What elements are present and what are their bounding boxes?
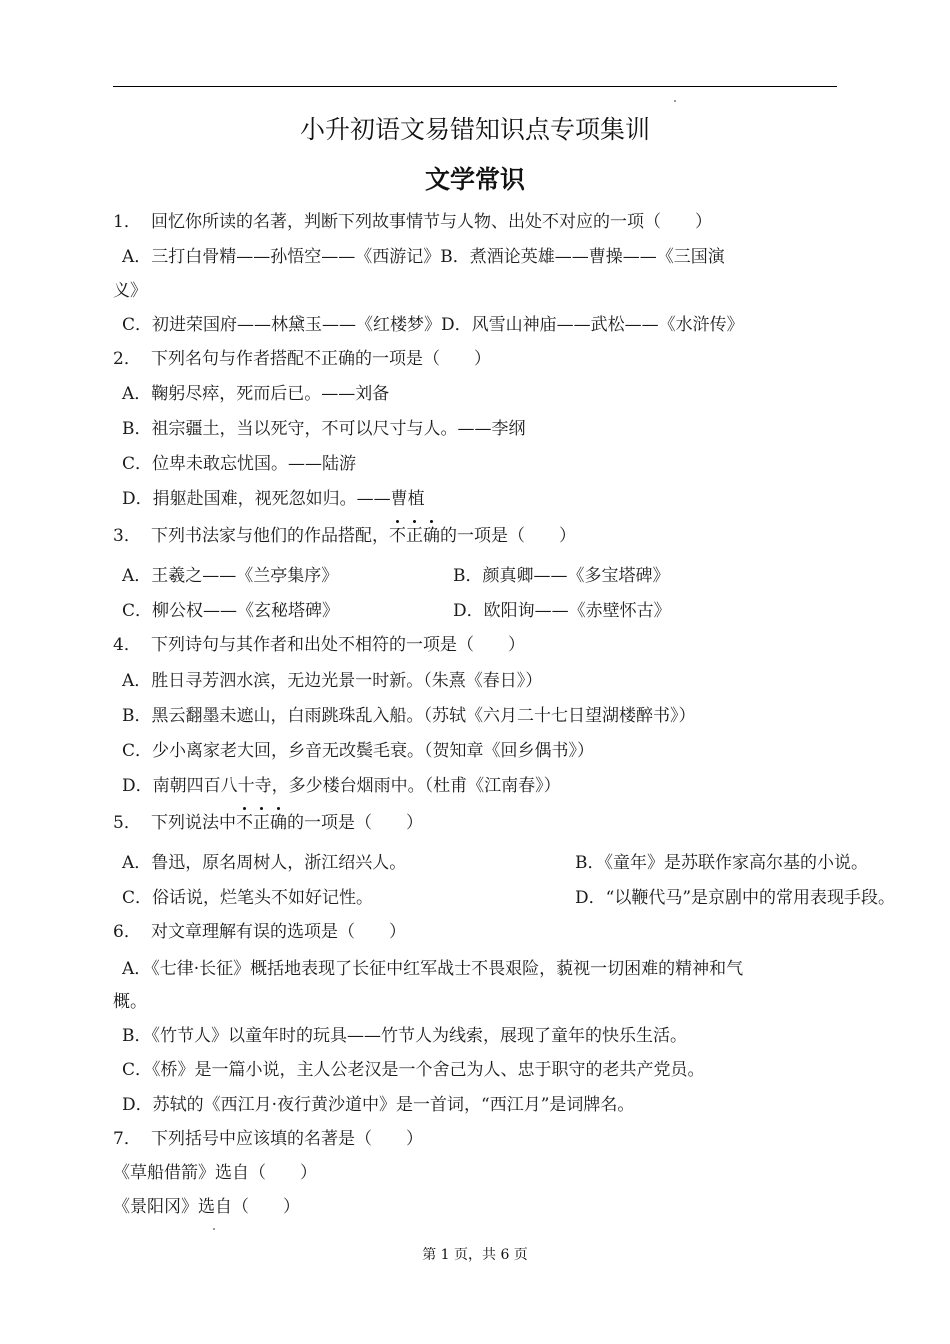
question-stem: 回忆你所读的名著，判断下列故事情节与人物、出处不对应的一项（ ） [151, 212, 712, 232]
emphasis-char: 不 [236, 813, 253, 833]
option-b: B．颜真卿——《多宝塔碑》 [453, 566, 670, 586]
q5-options-ab [122, 851, 868, 875]
option-a: A．三打白骨精——孙悟空——《西游记》 [122, 247, 441, 267]
q3-options-ab [122, 564, 862, 588]
question-number: 4． [113, 635, 141, 655]
option-b: B．祖宗疆土，当以死守，不可以尺寸与人。——李纲 [122, 419, 526, 439]
emphasis-char: 正 [406, 526, 423, 546]
page-title: 小升初语文易错知识点专项集训 [299, 115, 650, 144]
q1-options-ab [122, 245, 862, 269]
question-6 [113, 920, 853, 944]
emphasis-char: 确 [270, 813, 287, 833]
question-stem: 下列书法家与他们的作品搭配， [151, 526, 389, 546]
option-c: C．柳公权——《玄秘塔碑》 [122, 601, 340, 621]
option-d: D．风雪山神庙——武松——《水浒传》 [441, 315, 744, 335]
question-number: 2． [113, 349, 141, 369]
option-d: D．南朝四百八十寺，多少楼台烟雨中。（杜甫《江南春》） [122, 776, 561, 796]
option-c: C．俗话说，烂笔头不如好记性。 [122, 888, 374, 908]
question-number: 6． [113, 922, 141, 942]
question-number: 7． [113, 1129, 141, 1149]
option-a: A．王羲之——《兰亭集序》 [122, 566, 339, 586]
option-c: C．初进荣国府——林黛玉——《红楼梦》 [122, 315, 442, 335]
question-number: 3． [113, 526, 141, 546]
q5-options-cd [122, 886, 896, 910]
emphasis-char: 不 [389, 526, 406, 546]
question-7 [113, 1127, 853, 1151]
scan-speck [213, 1228, 215, 1230]
option-c: C．位卑未敢忘忧国。——陆游 [122, 454, 357, 474]
question-4 [113, 633, 853, 657]
emphasis-char: 确 [423, 526, 440, 546]
question-stem: 下列括号中应该填的名著是（ ） [151, 1129, 423, 1149]
option-a: A．胜日寻芳泗水滨，无边光景一时新。（朱熹《春日》） [122, 671, 543, 691]
question-3 [113, 524, 853, 548]
option-c: C．《桥》是一篇小说，主人公老汉是一个舍己为人、忠于职守的老共产党员。 [122, 1060, 705, 1080]
q3-options-cd [122, 599, 862, 623]
header-rule [113, 86, 837, 87]
option-a: A．《七律·长征》概括地表现了长征中红军战士不畏艰险，藐视一切困难的精神和气 [122, 959, 744, 979]
page-footer: 第 1 页，共 6 页 [422, 1247, 528, 1263]
option-a: A．鞠躬尽瘁，死而后已。——刘备 [122, 384, 390, 404]
question-number: 5． [113, 813, 141, 833]
q1-option-b-continued: 义》 [113, 281, 147, 301]
option-d: D．“以鞭代马”是京剧中的常用表现手段。 [575, 888, 896, 908]
scan-speck [674, 100, 676, 102]
option-a: A．鲁迅，原名周树人，浙江绍兴人。 [122, 853, 407, 873]
question-stem: 下列说法中 [151, 813, 236, 833]
question-stem: 对文章理解有误的选项是（ ） [151, 922, 406, 942]
question-stem: 下列诗句与其作者和出处不相符的一项是（ ） [151, 635, 525, 655]
question-5 [113, 811, 853, 835]
question-1 [113, 210, 853, 234]
question-stem-end: 的一项是（ ） [440, 526, 576, 546]
option-a-continued: 概。 [113, 992, 147, 1012]
option-b: B．黑云翻墨未遮山，白雨跳珠乱入船。（苏轼《六月二十七日望湖楼醉书》） [122, 706, 696, 726]
question-stem: 下列名句与作者搭配不正确的一项是（ ） [151, 349, 491, 369]
option-c: C．少小离家老大回，乡音无改鬓毛衰。（贺知章《回乡偶书》） [122, 741, 595, 761]
q1-options-cd [122, 313, 862, 337]
question-number: 1． [113, 212, 141, 232]
option-b: B．《童年》是苏联作家高尔基的小说。 [575, 853, 868, 873]
option-b: B．煮酒论英雄——曹操——《三国演 [440, 247, 725, 267]
fill-line-2: 《景阳冈》选自（ ） [113, 1197, 300, 1217]
fill-line-1: 《草船借箭》选自（ ） [113, 1163, 317, 1183]
emphasis-char: 正 [253, 813, 270, 833]
option-d: D．欧阳询——《赤壁怀古》 [453, 601, 671, 621]
question-2 [113, 347, 853, 371]
option-d: D．捐躯赴国难，视死忽如归。——曹植 [122, 489, 425, 509]
option-b: B．《竹节人》以童年时的玩具——竹节人为线索，展现了童年的快乐生活。 [122, 1026, 687, 1046]
question-stem-end: 的一项是（ ） [287, 813, 423, 833]
option-d: D．苏轼的《西江月·夜行黄沙道中》是一首词，“西江月”是词牌名。 [122, 1095, 635, 1115]
section-title: 文学常识 [424, 165, 525, 194]
